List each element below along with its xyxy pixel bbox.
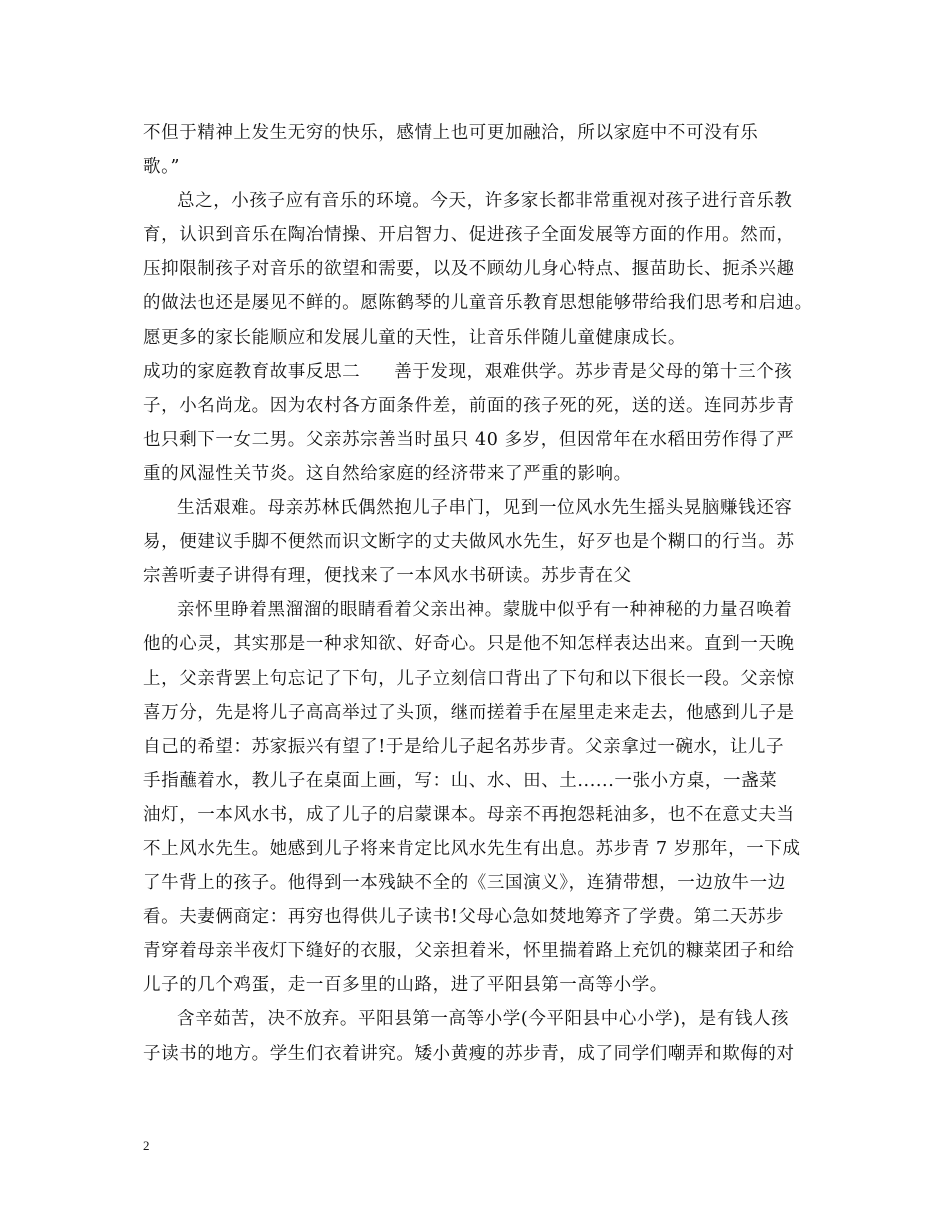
text-line-content: 子读书的地方。学生们衣着讲究。矮小黄瘦的苏步青，成了同学们嘲弄和欺侮的对 bbox=[143, 1043, 795, 1064]
text-line bbox=[143, 457, 833, 491]
text-line bbox=[143, 764, 833, 798]
text-line-content: 生活艰难。母亲苏林氏偶然抱儿子串门，见到一位风水先生摇头晃脑赚钱还容 bbox=[177, 498, 793, 519]
text-line bbox=[143, 423, 833, 457]
text-line-content: 手指蘸着水，教儿子在桌面上画，写：山、水、田、土......一张小方桌，一盏菜 bbox=[143, 770, 778, 791]
text-line-content: 亲怀里睁着黑溜溜的眼睛看着父亲出神。蒙胧中似乎有一种神秘的力量召唤着 bbox=[177, 600, 793, 621]
text-line-content: 不上风水先生。她感到儿子将来肯定比风水先生有出息。苏步青 7 岁那年，一下成 bbox=[143, 838, 801, 859]
text-line-content: 他的心灵，其实那是一种求知欲、好奇心。只是他不知怎样表达出来。直到一天晚 bbox=[143, 634, 795, 655]
text-line bbox=[143, 1002, 833, 1036]
text-line bbox=[143, 798, 833, 832]
text-line-content: 自己的希望：苏家振兴有望了!于是给儿子起名苏步青。父亲拿过一碗水，让儿子 bbox=[143, 736, 785, 757]
text-line bbox=[143, 355, 833, 389]
text-line-content: 儿子的几个鸡蛋，走一百多里的山路，进了平阳县第一高等小学。 bbox=[143, 975, 668, 996]
text-line-content: 成功的家庭教育故事反思二 bbox=[143, 361, 361, 382]
text-line bbox=[143, 1037, 833, 1071]
text-line bbox=[143, 627, 833, 661]
text-line bbox=[143, 218, 833, 252]
text-line bbox=[143, 559, 833, 593]
text-line-content: 看。夫妻俩商定：再穷也得供儿子读书!父母心急如焚地筹齐了学费。第二天苏步 bbox=[143, 907, 785, 928]
text-line-content: 重的风湿性关节炎。这自然给家庭的经济带来了严重的影响。 bbox=[143, 463, 632, 484]
text-line-content: 油灯，一本风水书，成了儿子的启蒙课本。母亲不再抱怨耗油多，也不在意丈夫当 bbox=[143, 804, 795, 825]
text-line-content: 歌。” bbox=[143, 157, 180, 178]
text-line-content: 喜万分，先是将儿子高高举过了头顶，继而搓着手在屋里走来走去，他感到儿子是 bbox=[143, 702, 795, 723]
page-number: 2 bbox=[143, 1138, 150, 1153]
text-line bbox=[143, 934, 833, 968]
text-line-content: 子，小名尚龙。因为农村各方面条件差，前面的孩子死的死，送的送。连同苏步青 bbox=[143, 395, 795, 416]
text-line-content: 易，便建议手脚不便然而识文断字的丈夫做风水先生，好歹也是个糊口的行当。苏 bbox=[143, 532, 795, 553]
text-line bbox=[143, 184, 833, 218]
text-line-content: 青穿着母亲半夜灯下缝好的衣服，父亲担着米，怀里揣着路上充饥的糠菜团子和给 bbox=[143, 941, 795, 962]
text-line bbox=[143, 662, 833, 696]
text-line-content: 愿更多的家长能顺应和发展儿童的天性，让音乐伴随儿童健康成长。 bbox=[143, 327, 686, 348]
text-line-content: 含辛茹苦，决不放弃。平阳县第一高等小学(今平阳县中心小学)，是有钱人孩 bbox=[177, 1009, 790, 1030]
text-line-content: 不但于精神上发生无穷的快乐，感情上也可更加融洽，所以家庭中不可没有乐 bbox=[143, 123, 759, 143]
text-line bbox=[143, 150, 833, 184]
text-line-continuation: 善于发现，艰难供学。苏步青是父母的第十三个孩 bbox=[394, 361, 793, 382]
text-line bbox=[143, 389, 833, 423]
text-line bbox=[143, 525, 833, 559]
text-line bbox=[143, 832, 833, 866]
text-line-content: 上，父亲背罢上句忘记了下句，儿子立刻信口背出了下句和以下很长一段。父亲惊 bbox=[143, 668, 795, 689]
text-line bbox=[143, 696, 833, 730]
text-line-content: 育，认识到音乐在陶冶情操、开启智力、促进孩子全面发展等方面的作用。然而， bbox=[143, 225, 795, 246]
text-line bbox=[143, 900, 833, 934]
text-line bbox=[143, 116, 833, 150]
body-text bbox=[143, 116, 833, 1071]
text-line bbox=[143, 593, 833, 627]
text-line bbox=[143, 730, 833, 764]
text-line bbox=[143, 321, 833, 355]
text-line-content: 的做法也还是屡见不鲜的。愿陈鹤琴的儿童音乐教育思想能够带给我们思考和启迪。 bbox=[143, 293, 813, 314]
text-line-content: 宗善听妻子讲得有理，便找来了一本风水书研读。苏步青在父 bbox=[143, 566, 632, 587]
text-line bbox=[143, 491, 833, 525]
text-line bbox=[143, 866, 833, 900]
text-line-content: 压抑限制孩子对音乐的欲望和需要，以及不顾幼儿身心特点、揠苗助长、扼杀兴趣 bbox=[143, 259, 795, 280]
text-line-content: 了牛背上的孩子。他得到一本残缺不全的《三国演义》，连猜带想，一边放牛一边 bbox=[143, 873, 786, 894]
text-line bbox=[143, 968, 833, 1002]
text-line bbox=[143, 286, 833, 320]
text-line-content: 也只剩下一女二男。父亲苏宗善当时虽只 40 多岁，但因常年在水稻田劳作得了严 bbox=[143, 429, 795, 450]
text-line-content: 总之，小孩子应有音乐的环境。今天，许多家长都非常重视对孩子进行音乐教 bbox=[177, 191, 793, 212]
text-line bbox=[143, 252, 833, 286]
